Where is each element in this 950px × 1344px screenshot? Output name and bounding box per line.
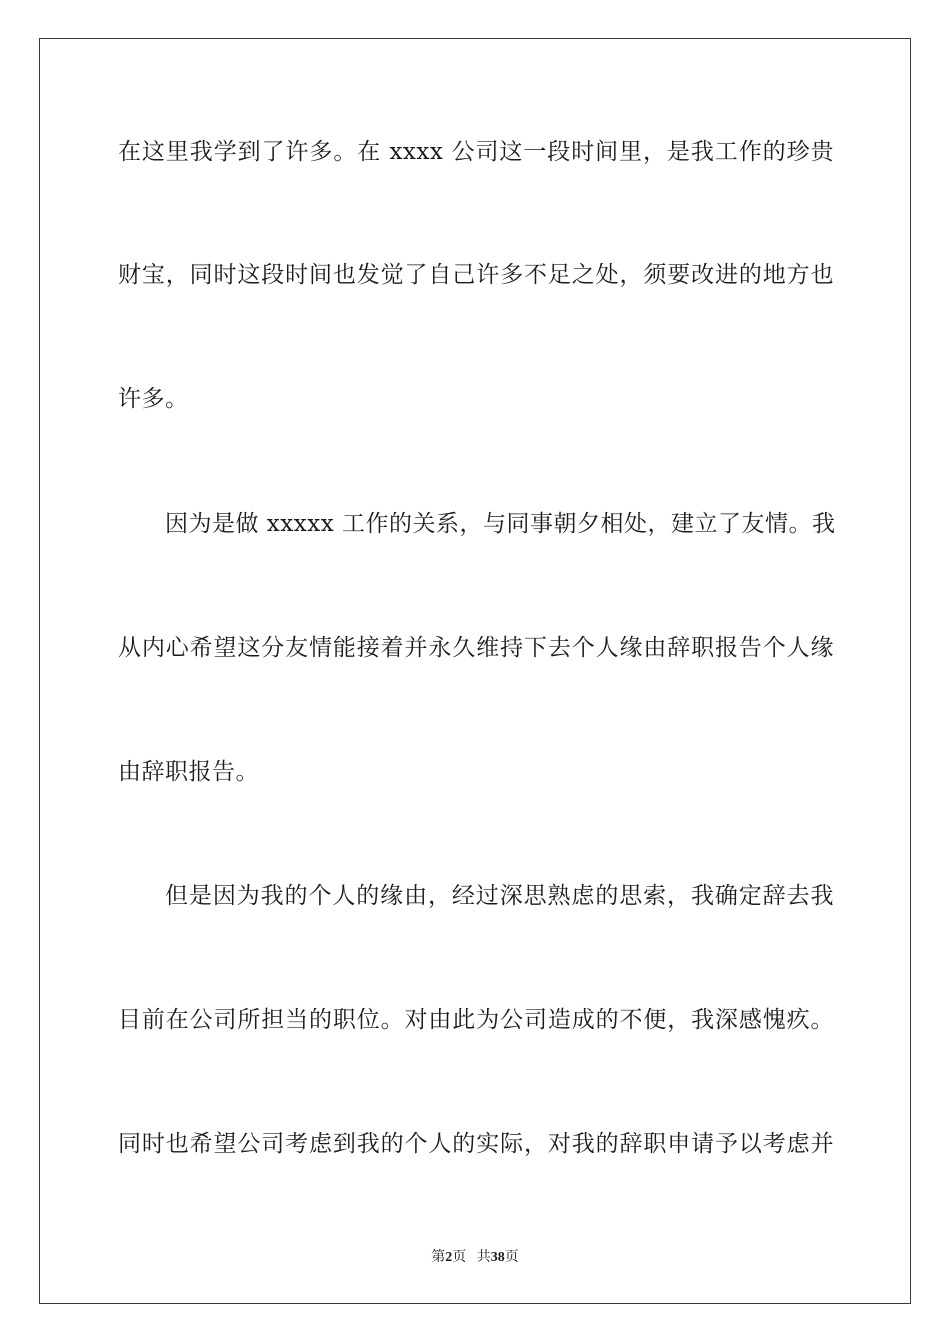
footer-page-word: 页: [452, 1250, 467, 1265]
footer-total-pages: 38: [490, 1250, 505, 1265]
footer-total-prefix: 共: [476, 1250, 491, 1265]
body-line-9: 同时也希望公司考虑到我的个人的实际，对我的辞职申请予以考虑并: [118, 1131, 834, 1157]
body-line-4: 因为是做 xxxxx 工作的关系，与同事朝夕相处，建立了友情。我: [165, 511, 836, 537]
page-border: [39, 38, 911, 1304]
body-line-7: 但是因为我的个人的缘由，经过深思熟虑的思索，我确定辞去我: [165, 883, 834, 909]
page-footer: [0, 1246, 950, 1266]
body-line-2: 财宝，同时这段时间也发觉了自己许多不足之处，须要改进的地方也: [118, 262, 834, 288]
body-line-8: 目前在公司所担当的职位。对由此为公司造成的不便，我深感愧疚。: [118, 1007, 834, 1033]
body-line-3: 许多。: [118, 386, 189, 412]
body-line-6: 由辞职报告。: [118, 759, 259, 785]
footer-current-page: 2: [445, 1250, 453, 1265]
footer-total-suffix: 页: [504, 1250, 519, 1265]
footer-prefix: 第: [431, 1250, 446, 1265]
body-line-1: 在这里我学到了许多。在 xxxx 公司这一段时间里，是我工作的珍贵: [118, 139, 834, 165]
body-line-5: 从内心希望这分友情能接着并永久维持下去个人缘由辞职报告个人缘: [118, 635, 834, 661]
